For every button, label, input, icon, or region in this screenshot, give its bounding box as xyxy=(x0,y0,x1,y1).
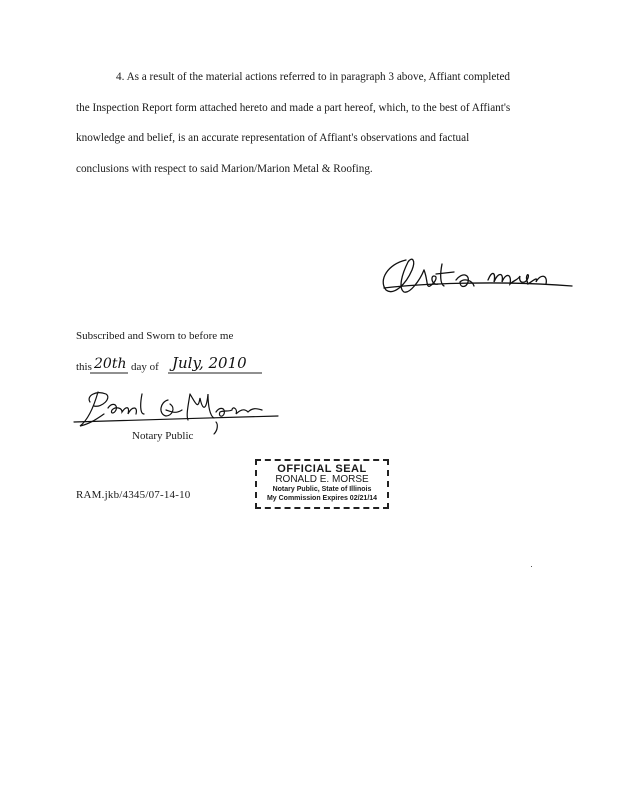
official-seal-stamp xyxy=(255,459,389,509)
document-reference: RAM.jkb/4345/07-14-10 xyxy=(76,489,191,501)
subscribed-sworn-text: Subscribed and Sworn to before me xyxy=(76,330,234,342)
affidavit-paragraph xyxy=(76,62,576,184)
seal-name: RONALD E. MORSE xyxy=(275,474,369,485)
scan-speck xyxy=(531,566,532,567)
day-handwritten: 20th xyxy=(94,356,127,372)
seal-title: OFFICIAL SEAL xyxy=(277,463,367,475)
this-prefix: this xyxy=(76,361,92,373)
jurat-date-line xyxy=(76,355,276,377)
paragraph-line: knowledge and belief, is an accurate representation of Affiant's observations and factual xyxy=(76,132,470,144)
date-underline xyxy=(76,355,276,377)
notary-public-label: Notary Public xyxy=(132,430,194,442)
paragraph-line: 4. As a result of the material actions referred to in paragraph 3 above, Affiant completed xyxy=(116,71,511,83)
seal-state-line: Notary Public, State of Illinois xyxy=(272,486,372,493)
paragraph-line: conclusions with respect to said Marion/Marion Metal & Roofing. xyxy=(76,162,373,175)
seal-commission-line: My Commission Expires 02/21/14 xyxy=(266,495,378,502)
day-of-text: day of xyxy=(131,361,159,373)
paragraph-line: the Inspection Report form attached hereto and made a part hereof, which, to the best of Affiant's xyxy=(76,101,511,114)
affiant-signature xyxy=(376,250,576,300)
month-year-handwritten: July, 2010 xyxy=(172,354,247,372)
